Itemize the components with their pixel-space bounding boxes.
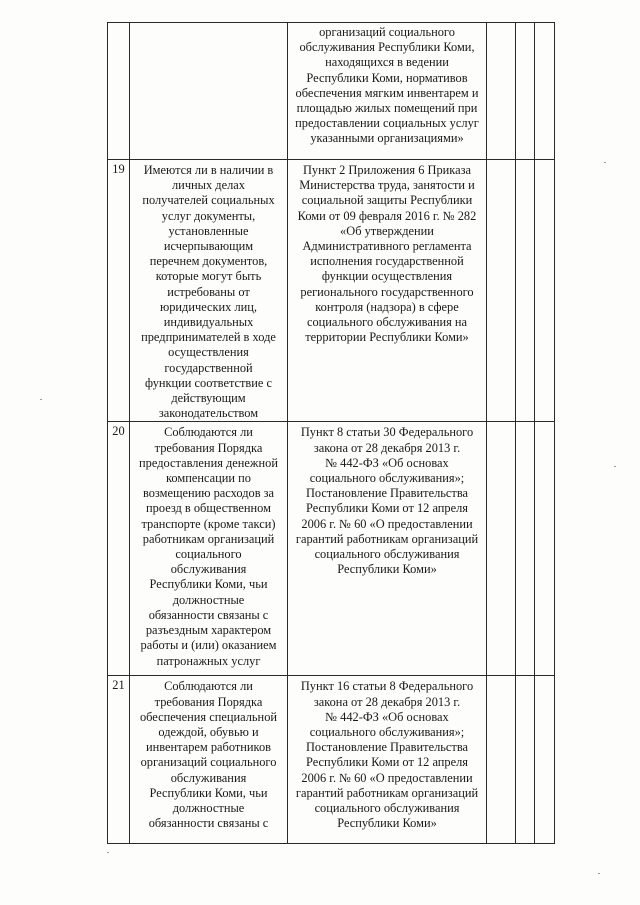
scan-speck [107,852,109,853]
legal-basis-cell: Пункт 16 статьи 8 Федерального закона от 28 декабря 2013 г. № 442-ФЗ «Об основах социального обслуживания»; Постановление Правительства Республики Коми от 12 апреля 2006 г. № 60 «О предоставлении гарантий работникам организаций социального обслуживания Республики Коми» [288,676,487,844]
answer-no-cell [516,676,535,844]
legal-basis-cell: Пункт 2 Приложения 6 Приказа Министерства труда, занятости и социальной защиты Республики Коми от 09 февраля 2016 г. № 282 «Об утверждении Административного регламента исполнения государственной функции осуществления регионального государственного контроля (надзора) в сфере социального обслуживания на территории Республики Коми» [288,160,487,422]
scan-speck [40,399,42,400]
inspection-checklist-table [107,22,555,844]
answer-no-cell [516,23,535,160]
question-cell: Имеются ли в наличии в личных делах получателей социальных услуг документы, установленные исчерпывающим перечнем документов, которые могут быть истребованы от юридических лиц, индивидуальных предпринимателей в ходе осуществления государственной функции соответствие с действующим законодательством [130,160,288,422]
answer-yes-cell [487,23,516,160]
answer-na-cell [535,422,555,676]
scan-speck [604,162,606,163]
row-number-cell: 21 [108,676,130,844]
answer-no-cell [516,422,535,676]
question-cell [130,23,288,160]
answer-yes-cell [487,160,516,422]
row-number-cell: 19 [108,160,130,422]
table-row [108,23,555,160]
answer-no-cell [516,160,535,422]
answer-na-cell [535,676,555,844]
answer-na-cell [535,23,555,160]
answer-yes-cell [487,676,516,844]
question-cell: Соблюдаются ли требования Порядка обеспечения специальной одеждой, обувью и инвентарем работников организаций социального обслуживания Республики Коми, чьи должностные обязанности связаны с [130,676,288,844]
answer-na-cell [535,160,555,422]
row-number-cell [108,23,130,160]
legal-basis-cell: Пункт 8 статьи 30 Федерального закона от 28 декабря 2013 г. № 442-ФЗ «Об основах социального обслуживания»; Постановление Правительства Республики Коми от 12 апреля 2006 г. № 60 «О предоставлении гарантий работникам организаций социального обслуживания Республики Коми» [288,422,487,676]
question-cell: Соблюдаются ли требования Порядка предоставления денежной компенсации по возмещению расходов за проезд в общественном транспорте (кроме такси) работникам организаций социального обслуживания Республики Коми, чьи должностные обязанности связаны с разъездным характером работы и (или) оказанием патронажных услуг [130,422,288,676]
legal-basis-cell: организаций социального обслуживания Республики Коми, находящихся в ведении Республики Коми, нормативов обеспечения мягким инвентарем и площадью жилых помещений при предоставлении социальных услуг указанными организациями» [288,23,487,160]
table-row [108,160,555,422]
row-number-cell: 20 [108,422,130,676]
table-row [108,676,555,844]
scan-speck [598,873,600,874]
answer-yes-cell [487,422,516,676]
scan-speck [614,466,616,467]
table-row [108,422,555,676]
